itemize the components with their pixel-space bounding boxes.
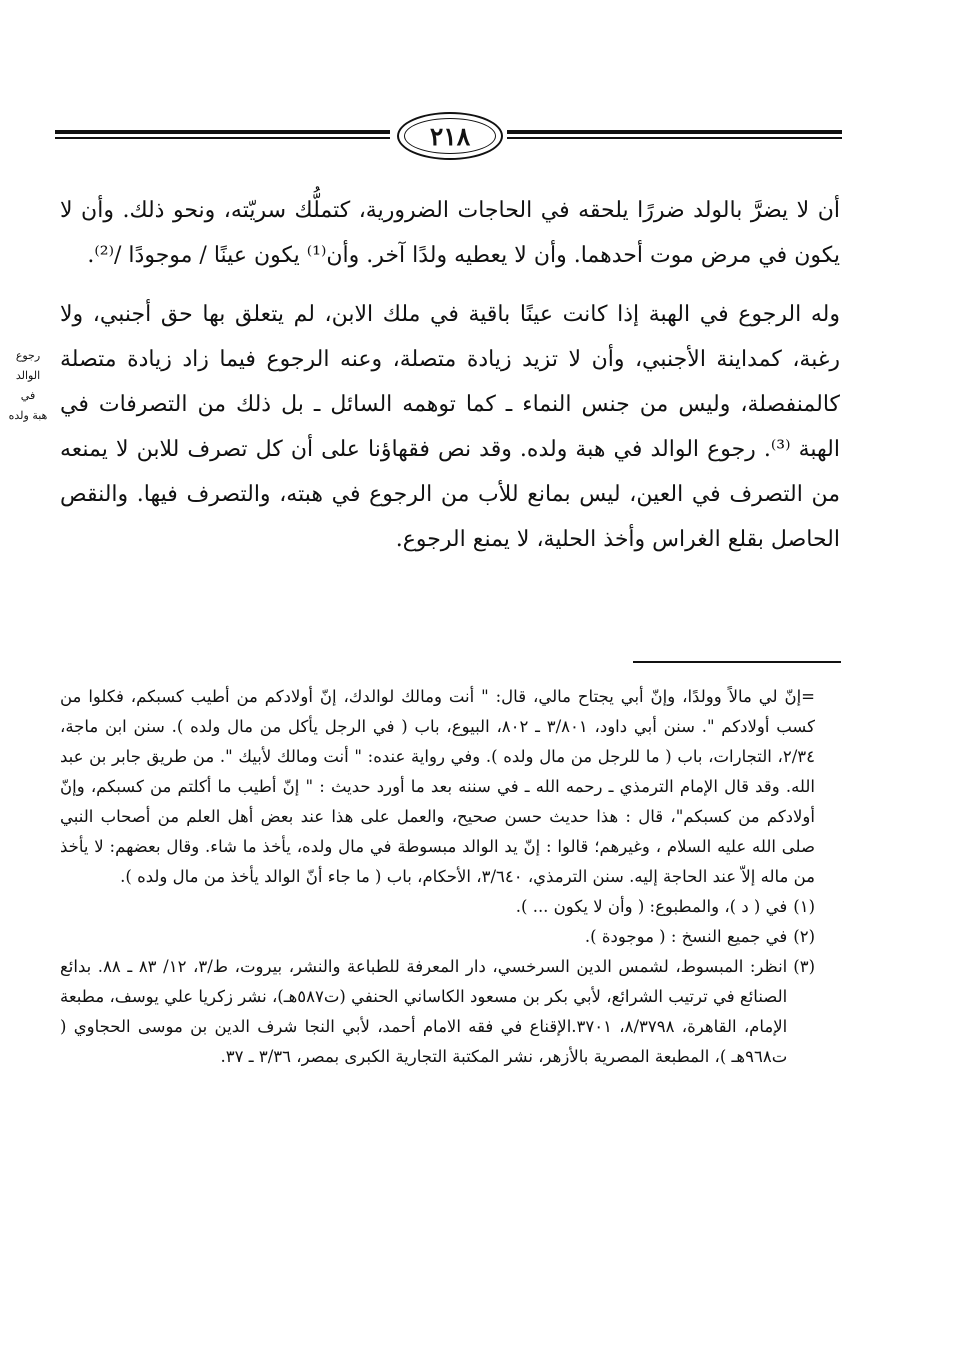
margin-note <box>0 346 56 426</box>
page-number: ٢١٨ <box>429 121 471 151</box>
margin-note-line: في <box>20 389 36 402</box>
footnote-number: (١) <box>793 897 815 916</box>
footnote-number: (٣) <box>793 957 815 976</box>
margin-note-line: هبة ولده <box>8 409 48 422</box>
footnote-text: في جميع النسخ : ( موجودة ). <box>584 927 788 946</box>
page-header <box>55 110 842 160</box>
paragraph: وله الرجوع في الهبة إذا كانت عينًا باقية في ملك الابن، لم يتعلق بها حق أجنبي، ولا رغبة، كمداينة الأجنبي، وأن لا تزيد زيادة متصلة، وعنه الرجوع فيما زاد زيادة متصلة كالمنفصلة، وليس من جنس النماء ـ كما توهمه السائل ـ بل ذلك من التصرفات في الهبة ⁽³⁾. رجوع الوالد في هبة ولده. وقد نص فقهاؤنا على أن كل تصرف للابن لا يمنعه من التصرف في العين، ليس بمانع للأب من الرجوع في هبته، والتصرف فيها. والنقص الحاصل بقلع الغراس وأخذ الحلية، لا يمنع الرجوع. <box>60 302 840 552</box>
footnote <box>60 892 815 922</box>
footnote <box>60 922 815 952</box>
footnote <box>60 952 815 1072</box>
footnotes <box>60 682 815 1072</box>
footnote-number: (٢) <box>793 927 815 946</box>
header-rule-right <box>507 130 842 142</box>
main-text <box>60 188 840 562</box>
paragraph: أن لا يضرَّ بالولد ضررًا يلحقه في الحاجات الضرورية، كتملُّك سريّته، ونحو ذلك. وأن لا يكون في مرض موت أحدهما. وأن لا يعطيه ولدًا آخر. وأن⁽¹⁾ يكون عينًا / موجودًا /⁽²⁾. <box>60 198 840 268</box>
footnote-text: انظر: المبسوط، لشمس الدين السرخسي، دار المعرفة للطباعة والنشر، بيروت، ط/٣، ١٢/ ٨٣ ـ ٨٨. بدائع الصنائع في ترتيب الشرائع، لأبي بكر بن مسعود الكاساني الحنفي (ت٥٨٧هـ)، نشر زكريا علي يوسف، مطبعة الإمام، القاهرة، ٨/٣٧٩٨، ٣٧٠١.الإقناع في فقه الامام أحمد، لأبي النجا شرف الدين بن موسى الحجاوي ( ت٩٦٨هـ )، المطبعة المصرية بالأزهر، نشر المكتبة التجارية الكبرى بمصر، ٣/٣٦ ـ ٣٧. <box>60 957 788 1066</box>
footnote-separator <box>633 661 841 663</box>
margin-note-line: الوالد <box>15 369 41 382</box>
header-rule-left <box>55 130 390 142</box>
footnote-text: في ( د )، والمطبوع: ( وأن لا يكون ... ). <box>515 897 788 916</box>
page-number-badge <box>397 112 503 160</box>
margin-note-line: رجوع <box>15 349 41 362</box>
footnote-continuation: =إنّ لي مالاً وولدًا، وإنّ أبي يجتاح مالي، قال: " أنت ومالك لوالدك، إنّ أولادكم من أطيب كسبكم، فكلوا من كسب أولادكم ". سنن أبي داود، ٣/٨٠١ ـ ٨٠٢، البيوع، باب ( في الرجل يأكل من مال ولده ). سنن ابن ماجة، ٢/٣٤، التجارات، باب ( ما للرجل من مال ولده ). وفي رواية عنده: " أنت ومالك لأبيك ". من طريق جابر بن عبد الله. وقد قال الإمام الترمذي ـ رحمه الله ـ في سننه بعد ما أورد حديث : " إنّ أطيب ما أكلتم من كسبكم، وإنّ أولادكم من كسبكم"، قال : هذا حديث حسن صحيح، والعمل على هذا عند بعض أهل العلم من أصحاب النبي صلى الله عليه السلام ، وغيرهم؛ قالوا : إنّ يد الوالد مبسوطة في مال ولده، يأخذ ما شاء. وقال بعضهم: لا يأخذ من ماله إلاّ عند الحاجة إليه. سنن الترمذي، ٣/٦٤٠، الأحكام، باب ( ما جاء أنّ الوالد يأخذ من مال ولده ). <box>60 687 816 886</box>
